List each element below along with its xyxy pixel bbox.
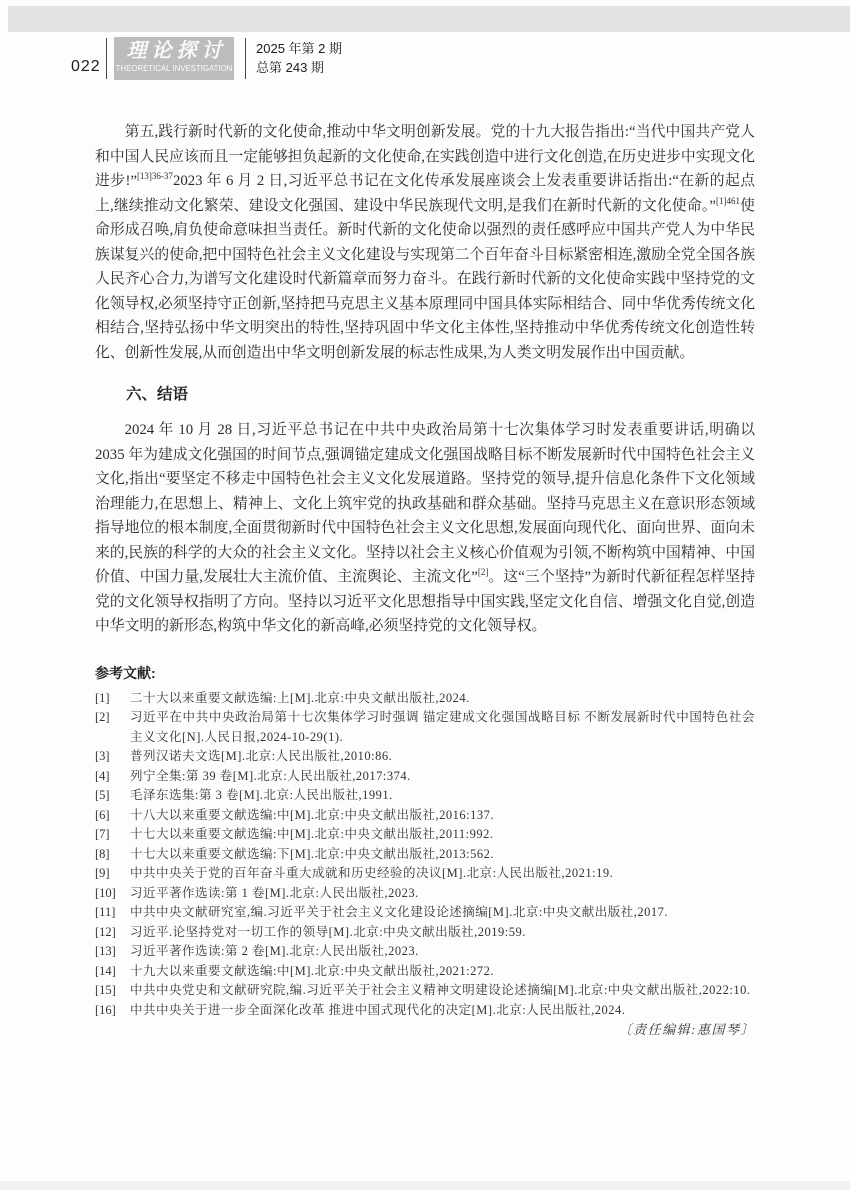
journal-header	[0, 36, 850, 80]
citation-superscript: [2]	[477, 567, 489, 578]
issue-number: 2025 年第 2 期	[256, 41, 342, 56]
journal-title-en: THEORETICAL INVESTIGATION	[115, 64, 233, 73]
reference-item	[95, 884, 755, 904]
reference-item	[95, 767, 755, 787]
paragraph-text: 使命形成召唤,肩负使命意味担当责任。新时代新的文化使命以强烈的责任感呼应中国共产党人为中华民族谋复兴的使命,把中国特色社会主义文化建设与实现第二个百年奋斗目标紧密相连,激励全党全国各族人民齐心合力,为谱写文化建设时代新篇章而努力奋斗。在践行新时代新的文化使命实践中坚持党的文化领导权,必须坚持守正创新,坚持把马克思主义基本原理同中国具体实际相结合、同中华优秀传统文化相结合,坚持弘扬中华文明突出的特性,坚持巩固中华文化主体性,坚持推动中华优秀传统文化创造性转化、创新性发展,从而创造出中华文明创新发展的标志性成果,为人类文明发展作出中国贡献。	[95, 197, 755, 361]
paragraph-text: 2023 年 6 月 2 日,习近平总书记在文化传承发展座谈会上发表重要讲话指出:“在新的起点上,继续推动文化繁荣、建设文化强国、建设中华民族现代文明,是我们在新时代新的文化使命。”	[95, 173, 755, 214]
reference-item	[95, 962, 755, 982]
article-body	[95, 120, 755, 1040]
paragraph-text: 2024 年 10 月 28 日,习近平总书记在中共中央政治局第十七次集体学习时发表重要讲话,明确以 2035 年为建成文化强国的时间节点,强调锚定建成文化强国战略目标不断发展新时代中国特色社会主义文化,指出“要坚定不移走中国特色社会主义文化发展道路。坚持党的领导,提升信息化条件下文化领域治理能力,在思想上、精神上、文化上筑牢党的执政基础和群众基础。坚持马克思主义在意识形态领域指导地位的根本制度,全面贯彻新时代中国特色社会主义文化思想,发展面向现代化、面向世界、面向未来的,民族的科学的大众的社会主义文化。坚持以社会主义核心价值观为引领,不断构筑中国精神、中国价值、中国力量,发展壮大主流价值、主流舆论、主流文化”	[95, 422, 755, 585]
reference-text: 二十大以来重要文献选编:上[M].北京:中央文献出版社,2024.	[130, 690, 470, 705]
reference-label: [11]	[95, 905, 116, 919]
paragraph-text: 。这“三个坚持”为新时代新征程怎样坚持党的文化领导权指明了方向。坚持以习近平文化思想指导中国实践,坚定文化自信、增强文化自觉,创造中华文明的新形态,构筑中华文化的新高峰,必须坚持党的文化领导权。	[95, 569, 755, 634]
journal-title-zh: 理论探讨	[126, 40, 227, 62]
reference-item	[95, 942, 755, 962]
volume-number: 总第 243 期	[256, 60, 324, 75]
reference-item	[95, 786, 755, 806]
reference-text: 毛泽东选集:第 3 卷[M].北京:人民出版社,1991.	[130, 788, 393, 802]
page-bottom-scan-band	[0, 1181, 850, 1190]
reference-item	[95, 825, 755, 845]
reference-label: [16]	[95, 1002, 116, 1017]
reference-item	[95, 864, 755, 884]
section-heading-conclusion: 六、结语	[126, 386, 189, 403]
reference-item	[95, 845, 755, 865]
reference-label: [7]	[95, 827, 110, 841]
reference-label: [10]	[95, 885, 116, 900]
reference-text: 中共中央党史和文献研究院,编.习近平关于社会主义精神文明建设论述摘编[M].北京:中央文献出版社,2022:10.	[130, 983, 751, 997]
reference-item	[95, 806, 755, 826]
reference-text: 十七大以来重要文献选编:下[M].北京:中央文献出版社,2013:562.	[130, 846, 494, 861]
reference-list	[95, 689, 755, 1021]
reference-label: [4]	[95, 768, 110, 783]
reference-label: [14]	[95, 963, 116, 978]
reference-text: 列宁全集:第 39 卷[M].北京:人民出版社,2017:374.	[130, 768, 411, 783]
issue-info	[256, 39, 342, 77]
reference-text: 普列汉诺夫文选[M].北京:人民出版社,2010:86.	[130, 749, 393, 763]
paragraph-mission	[95, 120, 755, 365]
reference-text: 习近平著作选读:第 1 卷[M].北京:人民出版社,2023.	[130, 885, 419, 900]
page-number: 022	[71, 58, 101, 75]
citation-superscript: [13]36-37	[136, 171, 173, 182]
reference-label: [6]	[95, 807, 110, 822]
citation-superscript: [1]461	[716, 195, 740, 206]
reference-item	[95, 1001, 755, 1021]
paragraph-text: 第五,践行新时代新的文化使命,推动中华文明创新发展。党的十九大报告指出:“当代中国共产党人和中国人民应该而且一定能够担负起新的文化使命,在实践创造中进行文化创造,在历史进步中实现文化进步!”	[95, 124, 755, 189]
reference-text: 中共中央文献研究室,编.习近平关于社会主义文化建设论述摘编[M].北京:中央文献出版社,2017.	[130, 905, 669, 919]
reference-item	[95, 923, 755, 943]
page-top-scan-band	[8, 6, 850, 32]
reference-item	[95, 689, 755, 709]
reference-item	[95, 903, 755, 923]
reference-text: 十七大以来重要文献选编:中[M].北京:中央文献出版社,2011:992.	[130, 827, 494, 841]
reference-label: [9]	[95, 866, 110, 880]
journal-logo	[114, 37, 234, 80]
reference-label: [13]	[95, 944, 116, 958]
header-divider-right	[245, 38, 246, 79]
reference-label: [15]	[95, 983, 116, 997]
reference-item	[95, 708, 755, 747]
editor-note: 〔责任编辑:惠国琴〕	[618, 1022, 755, 1037]
reference-text: 十八大以来重要文献选编:中[M].北京:中央文献出版社,2016:137.	[130, 807, 494, 822]
header-divider-left	[106, 38, 107, 79]
reference-item	[95, 747, 755, 767]
reference-label: [12]	[95, 924, 116, 939]
reference-text: 习近平在中共中央政治局第十七次集体学习时强调 锚定建成文化强国战略目标 不断发展新时代中国特色社会主义文化[N].人民日报,2024-10-29(1).	[130, 710, 755, 744]
reference-item	[95, 981, 755, 1001]
reference-label: [5]	[95, 788, 110, 802]
paragraph-conclusion	[95, 418, 755, 639]
reference-label: [1]	[95, 690, 110, 705]
reference-label: [2]	[95, 710, 110, 724]
reference-text: 习近平著作选读:第 2 卷[M].北京:人民出版社,2023.	[130, 944, 419, 958]
reference-text: 中共中央关于党的百年奋斗重大成就和历史经验的决议[M].北京:人民出版社,2021:19.	[130, 866, 614, 880]
reference-label: [3]	[95, 749, 110, 763]
reference-text: 中共中央关于进一步全面深化改革 推进中国式现代化的决定[M].北京:人民出版社,2024.	[130, 1002, 626, 1017]
reference-text: 十九大以来重要文献选编:中[M].北京:中央文献出版社,2021:272.	[130, 963, 494, 978]
reference-text: 习近平.论坚持党对一切工作的领导[M].北京:中央文献出版社,2019:59.	[130, 924, 526, 939]
references-heading: 参考文献:	[95, 664, 156, 681]
reference-label: [8]	[95, 846, 110, 861]
